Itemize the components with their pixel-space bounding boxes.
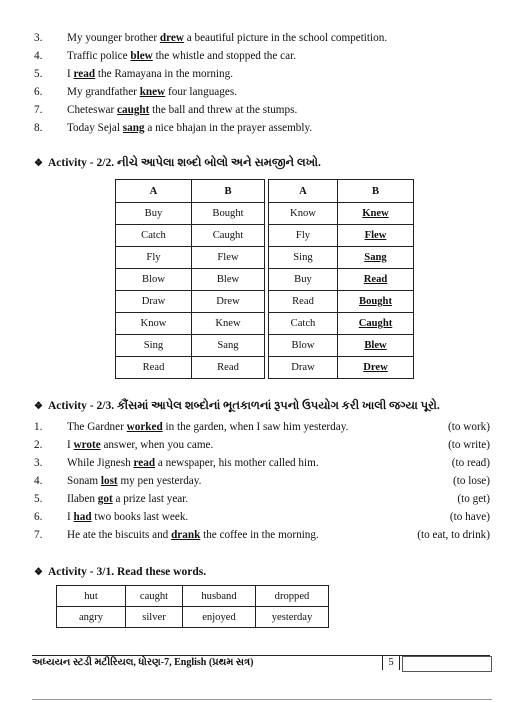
sentence: Cheteswar caught the ball and threw at the stumps. <box>67 104 298 116</box>
item-number: 8. <box>34 122 43 134</box>
table-cell: Sang <box>192 335 265 357</box>
underlined-verb: knew <box>139 86 166 98</box>
verb-hint: (to write) <box>448 439 490 451</box>
table-cell: Flew <box>192 247 265 269</box>
diamond-bullet-icon: ❖ <box>34 158 43 169</box>
table-cell: Fly <box>116 247 192 269</box>
list-item <box>34 83 494 101</box>
word-cell: yesterday <box>256 607 329 628</box>
item-number: 7. <box>34 529 43 541</box>
sentence: I wrote answer, when you came. <box>67 439 214 451</box>
list-item <box>34 472 490 490</box>
answer-cell: Drew <box>338 357 414 379</box>
list-item <box>34 490 490 508</box>
bottom-rule <box>32 699 492 700</box>
table-cell: Knew <box>192 313 265 335</box>
word-cell: enjoyed <box>183 607 256 628</box>
column-header: A <box>269 180 338 203</box>
list-item <box>34 101 494 119</box>
column-header: B <box>338 180 414 203</box>
answer-cell: Read <box>338 269 414 291</box>
underlined-verb: wrote <box>73 439 101 451</box>
list-item <box>34 436 490 454</box>
list-item <box>34 508 490 526</box>
answer-cell: Knew <box>338 203 414 225</box>
verb-hint: (to work) <box>448 421 490 433</box>
list-item <box>34 29 494 47</box>
answer-cell: Blew <box>338 335 414 357</box>
sentence: I read the Ramayana in the morning. <box>67 68 234 80</box>
item-number: 6. <box>34 511 43 523</box>
word-cell: hut <box>57 586 126 607</box>
item-number: 6. <box>34 86 43 98</box>
verb-hint: (to have) <box>449 511 490 523</box>
underlined-verb: drew <box>159 32 184 44</box>
table-cell: Catch <box>116 225 192 247</box>
table-cell: Draw <box>116 291 192 313</box>
underlined-verb: blew <box>130 50 153 62</box>
read-words-table <box>56 585 329 628</box>
table-cell: Bought <box>192 203 265 225</box>
underlined-verb: caught <box>117 104 150 116</box>
past-tense-sentences <box>34 29 494 137</box>
verb-table-left <box>115 179 265 379</box>
sentence: He ate the biscuits and drank the coffee in the morning. <box>67 529 319 541</box>
item-number: 5. <box>34 68 43 80</box>
column-header: B <box>192 180 265 203</box>
verb-hint: (to read) <box>451 457 490 469</box>
sentence: Ilaben got a prize last year. <box>67 493 189 505</box>
underlined-verb: got <box>97 493 113 505</box>
word-cell: silver <box>126 607 183 628</box>
item-number: 4. <box>34 475 43 487</box>
list-item <box>34 454 490 472</box>
diamond-bullet-icon: ❖ <box>34 567 43 578</box>
word-cell: angry <box>57 607 126 628</box>
table-cell: Caught <box>192 225 265 247</box>
answer-cell: Bought <box>338 291 414 313</box>
sentence: The Gardner worked in the garden, when I saw him yesterday. <box>67 421 349 433</box>
list-item <box>34 119 494 137</box>
footer-box <box>402 656 492 672</box>
verb-hint: (to lose) <box>453 475 490 487</box>
sentence: My grandfather knew four languages. <box>67 86 237 98</box>
item-number: 2. <box>34 439 43 451</box>
table-cell: Draw <box>269 357 338 379</box>
sentence: Sonam lost my pen yesterday. <box>67 475 202 487</box>
table-cell: Blow <box>269 335 338 357</box>
sentence: My younger brother drew a beautiful picture in the school competition. <box>67 32 388 44</box>
table-cell: Catch <box>269 313 338 335</box>
underlined-verb: lost <box>100 475 118 487</box>
word-cell: dropped <box>256 586 329 607</box>
item-number: 1. <box>34 421 43 433</box>
underlined-verb: had <box>73 511 92 523</box>
fill-blanks-list <box>34 418 490 544</box>
list-item <box>34 418 490 436</box>
table-cell: Drew <box>192 291 265 313</box>
item-number: 5. <box>34 493 43 505</box>
activity-heading: ❖ Activity - 2/3. કૌંસમાં આપેલ શબ્દોનાં ભૂતકાળનાં રૂપનો ઉપયોગ કરી ખાલી જગ્યા પૂરો. <box>34 400 440 412</box>
table-cell: Blew <box>192 269 265 291</box>
sentence: While Jignesh read a newspaper, his mother called him. <box>67 457 319 469</box>
table-cell: Fly <box>269 225 338 247</box>
table-cell: Read <box>269 291 338 313</box>
underlined-verb: read <box>133 457 156 469</box>
table-cell: Buy <box>269 269 338 291</box>
item-number: 3. <box>34 457 43 469</box>
table-cell: Blow <box>116 269 192 291</box>
sentence: Traffic police blew the whistle and stopped the car. <box>67 50 296 62</box>
verb-hint: (to get) <box>457 493 490 505</box>
answer-cell: Sang <box>338 247 414 269</box>
item-number: 4. <box>34 50 43 62</box>
word-cell: husband <box>183 586 256 607</box>
table-cell: Read <box>116 357 192 379</box>
answer-cell: Caught <box>338 313 414 335</box>
underlined-verb: sang <box>122 122 145 134</box>
item-number: 7. <box>34 104 43 116</box>
table-cell: Sing <box>269 247 338 269</box>
activity-heading: ❖ Activity - 3/1. Read these words. <box>34 566 207 578</box>
table-cell: Buy <box>116 203 192 225</box>
sentence: Today Sejal sang a nice bhajan in the prayer assembly. <box>67 122 313 134</box>
table-cell: Sing <box>116 335 192 357</box>
table-cell: Read <box>192 357 265 379</box>
answer-cell: Flew <box>338 225 414 247</box>
page-number: 5 <box>382 656 400 670</box>
underlined-verb: read <box>73 68 96 80</box>
word-cell: caught <box>126 586 183 607</box>
verb-hint: (to eat, to drink) <box>417 529 490 541</box>
underlined-verb: worked <box>126 421 163 433</box>
list-item <box>34 526 490 544</box>
table-cell: Know <box>116 313 192 335</box>
list-item <box>34 65 494 83</box>
sentence: I had two books last week. <box>67 511 189 523</box>
list-item <box>34 47 494 65</box>
activity-heading: ❖ Activity - 2/2. નીચે આપેલા શબ્દો બોલો અને સમજીને લખો. <box>34 157 321 169</box>
column-header: A <box>116 180 192 203</box>
item-number: 3. <box>34 32 43 44</box>
underlined-verb: drank <box>171 529 201 541</box>
footer-title: અધ્યયન સ્ટડી મટીરિયલ, ધોરણ-7, English (પ્રથમ સત્ર) <box>32 657 254 668</box>
table-cell: Know <box>269 203 338 225</box>
diamond-bullet-icon: ❖ <box>34 401 43 412</box>
verb-table-right <box>268 179 414 379</box>
